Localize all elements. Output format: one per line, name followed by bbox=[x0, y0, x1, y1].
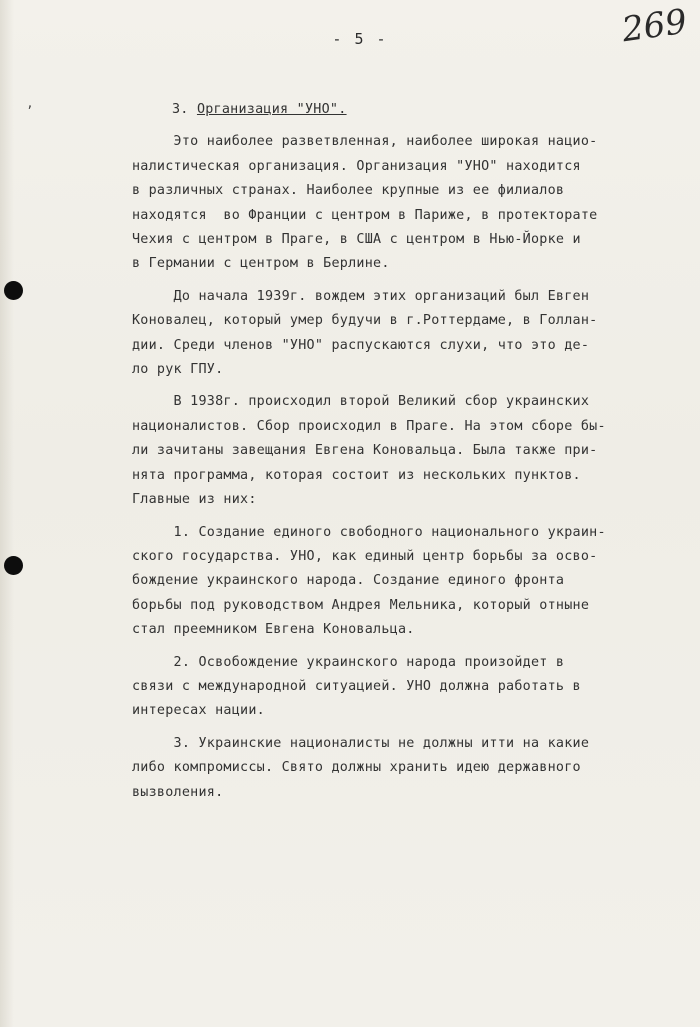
text-line: борьбы под руководством Андрея Мельника, который отныне bbox=[132, 597, 590, 613]
text-line: 1. Создание единого свободного национального украин- bbox=[132, 524, 606, 540]
section-heading bbox=[172, 98, 692, 122]
text-line: ло рук ГПУ. bbox=[132, 362, 224, 378]
program-point-3 bbox=[132, 732, 692, 805]
text-line: нята программа, которая состоит из нескольких пунктов. bbox=[132, 467, 581, 483]
text-line: националистов. Сбор происходил в Праге. На этом сборе бы- bbox=[132, 418, 606, 434]
text-line: в Германии с центром в Берлине. bbox=[132, 256, 390, 272]
text-line: налистическая организация. Организация "УНО" находится bbox=[132, 158, 581, 174]
text-line: 2. Освобождение украинского народа произойдет в bbox=[132, 654, 565, 670]
text-line: вызволения. bbox=[132, 784, 224, 800]
text-line: Это наиболее разветвленная, наиболее широкая нацио- bbox=[132, 134, 598, 150]
text-line: связи с международной ситуацией. УНО должна работать в bbox=[132, 678, 581, 694]
program-point-1 bbox=[132, 521, 692, 643]
punch-hole-upper bbox=[4, 281, 23, 300]
text-line: находятся во Франции с центром в Париже, в протекторате bbox=[132, 207, 598, 223]
text-line: Главные из них: bbox=[132, 492, 257, 508]
text-line: либо компромиссы. Свято должны хранить идею державного bbox=[132, 760, 581, 776]
text-line: 3. Украинские националисты не должны итти на какие bbox=[132, 735, 590, 751]
text-line: в различных странах. Наиболее крупные из ее филиалов bbox=[132, 183, 565, 199]
paragraph-overview bbox=[132, 130, 692, 276]
paragraph-leader bbox=[132, 285, 692, 383]
text-line: Чехия с центром в Праге, в США с центром в Нью-Йорке и bbox=[132, 232, 581, 248]
program-point-2 bbox=[132, 651, 692, 724]
punch-hole-lower bbox=[4, 556, 23, 575]
archive-sheet-number: 269 bbox=[619, 1, 690, 51]
text-line: Коновалец, который умер будучи в г.Роттердаме, в Голлан- bbox=[132, 313, 598, 329]
page-edge-shadow bbox=[0, 0, 14, 1027]
paragraph-congress bbox=[132, 390, 692, 512]
page-number: - 5 - bbox=[332, 30, 388, 48]
text-line: бождение украинского народа. Создание единого фронта bbox=[132, 573, 565, 589]
text-line: ского государства. УНО, как единый центр борьбы за осво- bbox=[132, 548, 598, 564]
text-line: интересах нации. bbox=[132, 703, 265, 719]
document-body bbox=[132, 98, 692, 805]
section-title: Организация "УНО". bbox=[196, 102, 347, 117]
text-line: В 1938г. происходил второй Великий сбор украинских bbox=[132, 394, 590, 410]
margin-tick-mark: ʼ bbox=[26, 104, 34, 118]
text-line: До начала 1939г. вождем этих организаций был Евген bbox=[132, 288, 590, 304]
section-number: 3. bbox=[172, 102, 189, 117]
text-line: дии. Среди членов "УНО" распускаются слухи, что это де- bbox=[132, 337, 590, 353]
text-line: ли зачитаны завещания Евгена Коновальца. Была также при- bbox=[132, 443, 598, 459]
text-line: стал преемником Евгена Коновальца. bbox=[132, 622, 415, 638]
